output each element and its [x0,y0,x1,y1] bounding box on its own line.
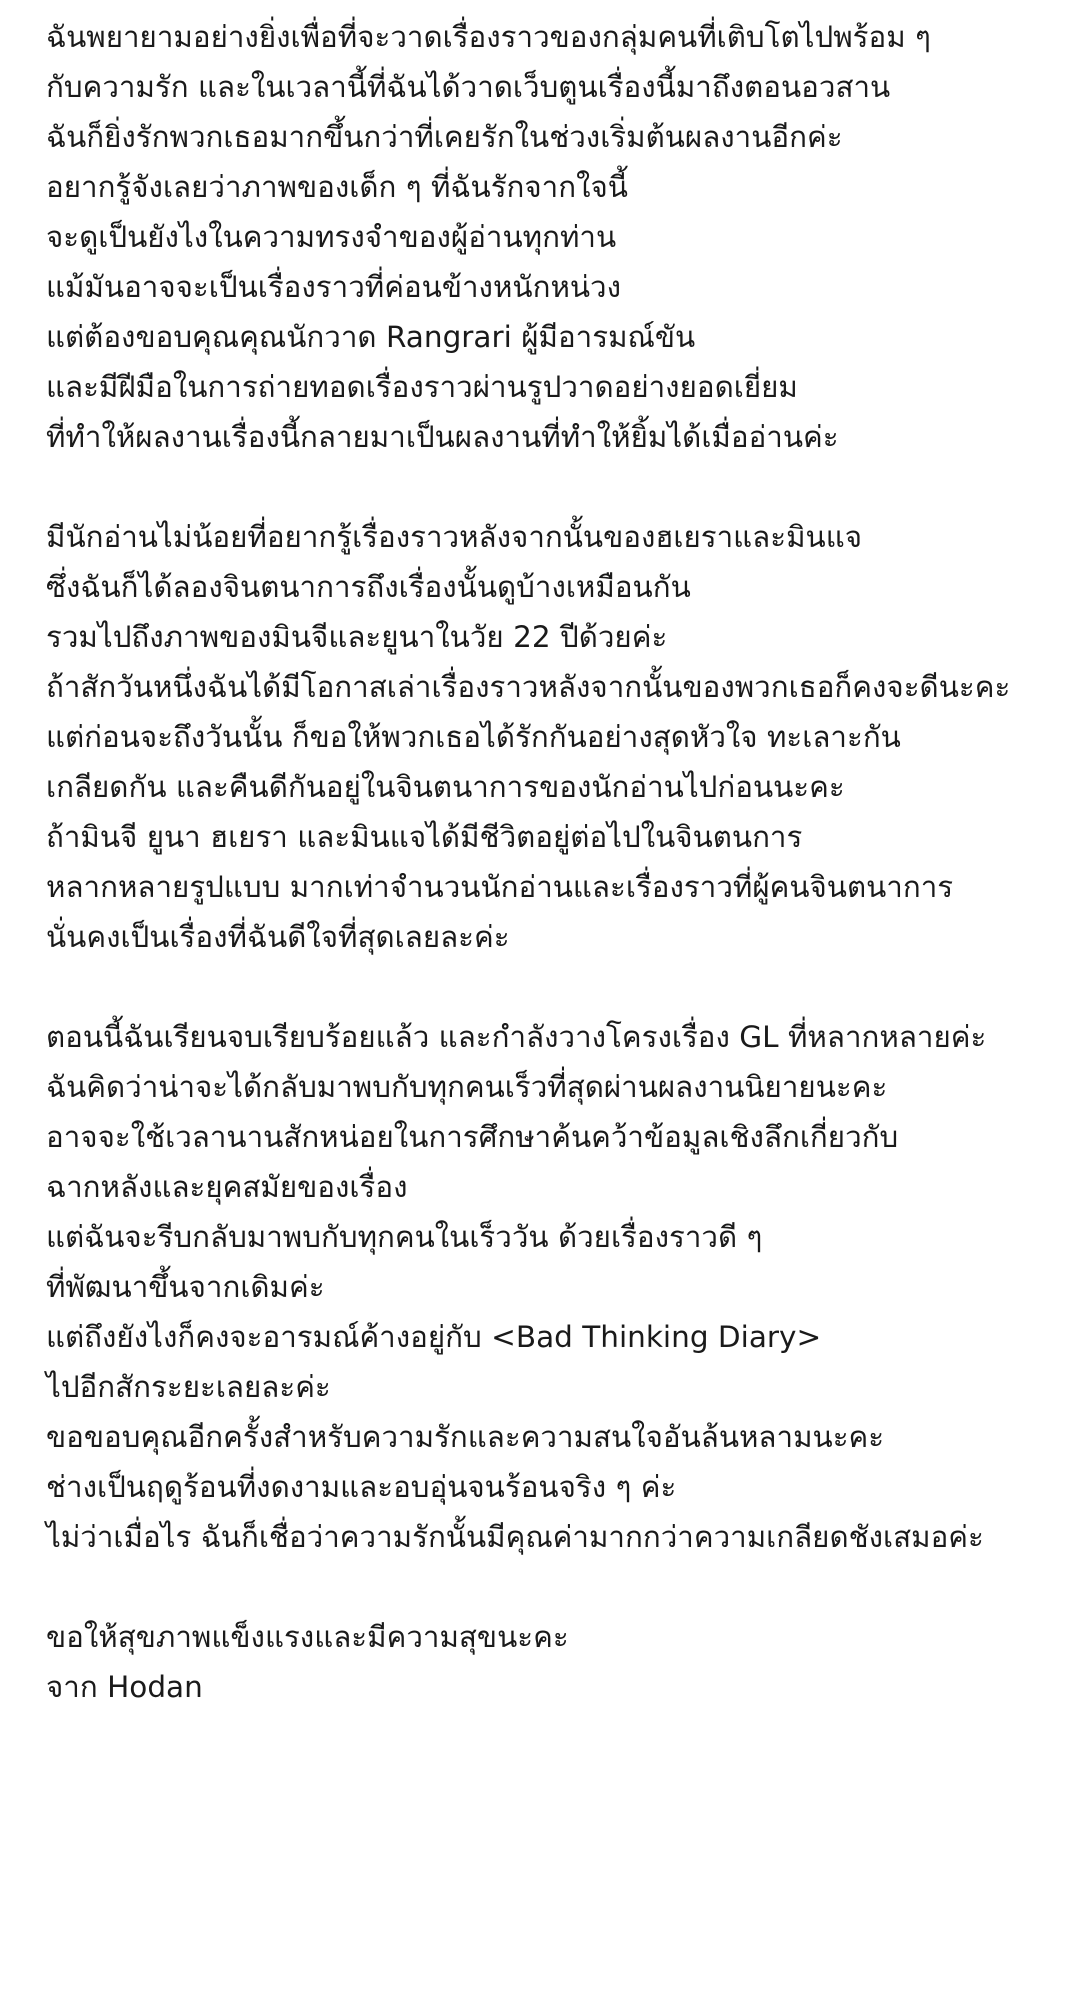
text-line: ขอขอบคุณอีกครั้งสำหรับความรักและความสนใจอันล้นหลามนะคะ [46,1420,885,1454]
text-line: ซึ่งฉันก็ได้ลองจินตนาการถึงเรื่องนั้นดูบ้างเหมือนกัน [46,570,691,604]
text-line: และมีฝีมือในการถ่ายทอดเรื่องราวผ่านรูปวาดอย่างยอดเยี่ยม [46,370,798,404]
text-line: แต่ถึงยังไงก็คงจะอารมณ์ค้างอยู่กับ <Bad Thinking Diary> [46,1320,822,1354]
text-line: ถ้าสักวันหนึ่งฉันได้มีโอกาสเล่าเรื่องราวหลังจากนั้นของพวกเธอก็คงจะดีนะคะ [46,670,1011,704]
text-line: ที่ทำให้ผลงานเรื่องนี้กลายมาเป็นผลงานที่ทำให้ยิ้มได้เมื่ออ่านค่ะ [46,420,839,454]
paragraph-2 [46,512,1056,962]
text-line: ฉันคิดว่าน่าจะได้กลับมาพบกับทุกคนเร็วที่สุดผ่านผลงานนิยายนะคะ [46,1070,888,1104]
text-line: รวมไปถึงภาพของมินจีและยูนาในวัย 22 ปีด้วยค่ะ [46,620,668,654]
closing-signature [46,1612,1056,1712]
closing-line: ขอให้สุขภาพแข็งแรงและมีความสุขนะคะ [46,1620,569,1654]
text-line: ไม่ว่าเมื่อไร ฉันก็เชื่อว่าความรักนั้นมีคุณค่ามากกว่าความเกลียดชังเสมอค่ะ [46,1520,984,1554]
text-line: แต่ก่อนจะถึงวันนั้น ก็ขอให้พวกเธอได้รักกันอย่างสุดหัวใจ ทะเลาะกัน [46,720,901,754]
text-line: เกลียดกัน และคืนดีกันอยู่ในจินตนาการของนักอ่านไปก่อนนะคะ [46,770,845,804]
text-line: แต่ต้องขอบคุณคุณนักวาด Rangrari ผู้มีอารมณ์ขัน [46,320,696,354]
text-line: ที่พัฒนาขึ้นจากเดิมค่ะ [46,1270,325,1304]
text-line: ถ้ามินจี ยูนา ฮเยรา และมินแจได้มีชีวิตอยู่ต่อไปในจินตนการ [46,820,803,854]
text-line: มีนักอ่านไม่น้อยที่อยากรู้เรื่องราวหลังจากนั้นของฮเยราและมินแจ [46,520,863,554]
text-line: ตอนนี้ฉันเรียนจบเรียบร้อยแล้ว และกำลังวางโครงเรื่อง GL ที่หลากหลายค่ะ [46,1020,987,1054]
text-line: ฉากหลังและยุคสมัยของเรื่อง [46,1170,408,1204]
text-line: จะดูเป็นยังไงในความทรงจำของผู้อ่านทุกท่าน [46,220,617,254]
text-line: ฉันพยายามอย่างยิ่งเพื่อที่จะวาดเรื่องราวของกลุ่มคนที่เติบโตไปพร้อม ๆ [46,20,931,54]
text-line: อาจจะใช้เวลานานสักหน่อยในการศึกษาค้นคว้าข้อมูลเชิงลึกเกี่ยวกับ [46,1120,899,1154]
afterword-letter [46,12,1056,1712]
text-line: ฉันก็ยิ่งรักพวกเธอมากขึ้นกว่าที่เคยรักในช่วงเริ่มต้นผลงานอีกค่ะ [46,120,843,154]
text-line: อยากรู้จังเลยว่าภาพของเด็ก ๆ ที่ฉันรักจากใจนี้ [46,170,628,204]
text-line: ช่างเป็นฤดูร้อนที่งดงามและอบอุ่นจนร้อนจริง ๆ ค่ะ [46,1470,677,1504]
text-line: นั่นคงเป็นเรื่องที่ฉันดีใจที่สุดเลยละค่ะ [46,920,510,954]
paragraph-3 [46,1012,1056,1562]
text-line: กับความรัก และในเวลานี้ที่ฉันได้วาดเว็บตูนเรื่องนี้มาถึงตอนอวสาน [46,70,891,104]
text-line: ไปอีกสักระยะเลยละค่ะ [46,1370,331,1404]
text-line: แม้มันอาจจะเป็นเรื่องราวที่ค่อนข้างหนักหน่วง [46,270,622,304]
author-signature: จาก Hodan [46,1670,203,1704]
paragraph-1 [46,12,1056,462]
text-line: หลากหลายรูปแบบ มากเท่าจำนวนนักอ่านและเรื่องราวที่ผู้คนจินตนาการ [46,870,954,904]
text-line: แต่ฉันจะรีบกลับมาพบกับทุกคนในเร็ววัน ด้วยเรื่องราวดี ๆ [46,1220,763,1254]
